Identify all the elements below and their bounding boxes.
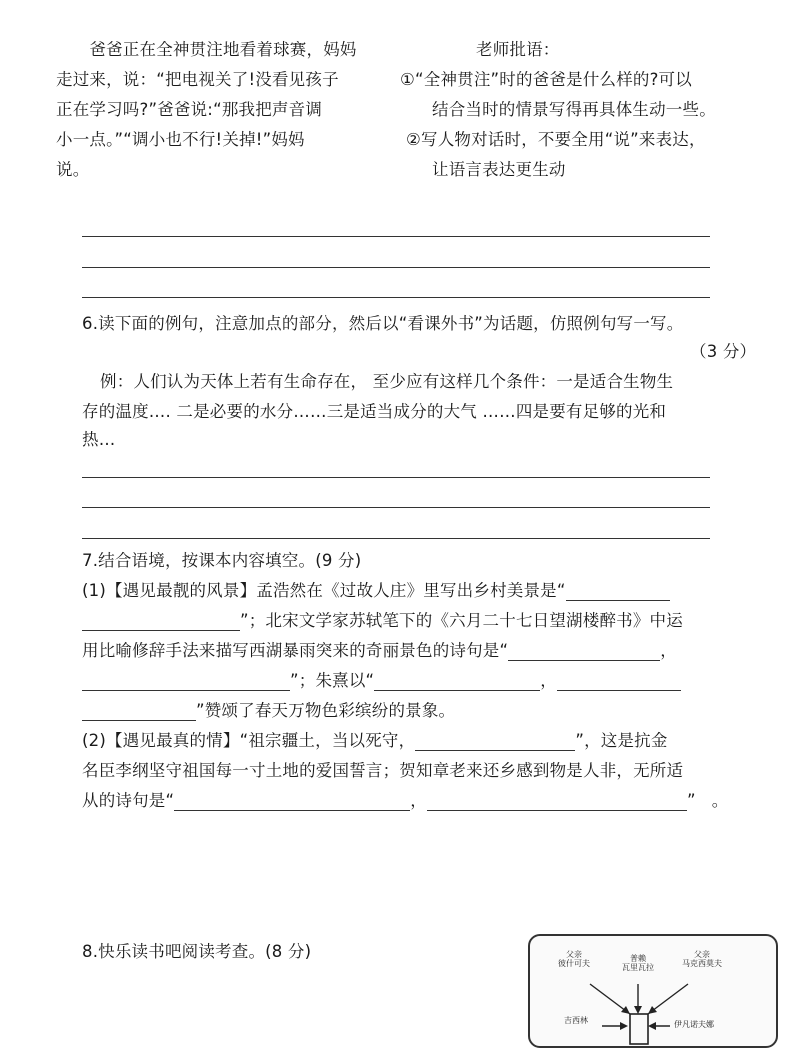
q7-line: 名臣李纲坚守祖国每一寸土地的爱国誓言；贺知章老来还乡感到物是人非，无所适: [82, 761, 684, 780]
teacher-comment-point: ①“全神贯注”时的爸爸是什么样的?可以: [400, 70, 692, 89]
q7-text: (1)【遇见最靓的风景】孟浩然在《过故人庄》里写出乡村美景是“: [82, 581, 566, 600]
q7-text: ”: [686, 791, 696, 810]
answer-line[interactable]: [82, 236, 710, 237]
fill-blank[interactable]: [82, 672, 290, 691]
fill-blank[interactable]: [427, 792, 687, 811]
fill-blank[interactable]: [82, 702, 196, 721]
q7-text: ，: [410, 791, 427, 810]
story-line: 说。: [56, 160, 90, 179]
q6-score: （3 分）: [690, 342, 757, 361]
q7-text: ，: [660, 641, 677, 660]
q7-line: [82, 581, 670, 601]
q6-title: 6.读下面的例句，注意加点的部分，然后以“看课外书”为话题，仿照例句写一写。: [82, 314, 684, 333]
q7-text: ，: [540, 671, 557, 690]
q6-example-line: 例：人们认为天体上若有生命存在， 至少应有这样几个条件：一是适合生物生: [100, 372, 674, 391]
figure-label: 伊凡诺夫娜: [674, 1020, 714, 1029]
q7-text: 。: [711, 791, 729, 810]
q7-text: ”；朱熹以“: [290, 671, 375, 690]
teacher-comment-point: ②写人物对话时，不要全用“说”来表达，: [406, 130, 706, 149]
q7-text: 用比喻修辞手法来描写西湖暴雨突来的奇丽景色的诗句是“: [82, 641, 509, 660]
story-line: 爸爸正在全神贯注地看着球赛，妈妈: [56, 40, 357, 59]
figure-label: 父亲 彼什可夫: [558, 950, 590, 968]
q7-line: [82, 671, 681, 691]
teacher-comment-point: 结合当时的情景写得再具体生动一些。: [432, 100, 716, 119]
q7-title: 7.结合语境，按课本内容填空。(9 分): [82, 551, 362, 570]
fill-blank[interactable]: [415, 732, 575, 751]
arrowhead: [648, 1022, 656, 1030]
arrowhead: [621, 1006, 630, 1014]
q7-line: [82, 641, 677, 661]
fill-blank[interactable]: [174, 792, 410, 811]
q7-line: [82, 791, 728, 811]
q6-example-line: 热…: [82, 430, 116, 449]
center-box: [630, 1014, 648, 1044]
figure-label: 吉西林: [564, 1016, 588, 1025]
story-line: 小一点。”“调小也不行!关掉!”妈妈: [56, 130, 305, 149]
story-line: 正在学习吗?”爸爸说:“那我把声音调: [56, 100, 323, 119]
arrowhead: [648, 1006, 657, 1014]
fill-blank[interactable]: [566, 582, 670, 601]
q7-line: [82, 611, 683, 631]
q7-text: ”，这是抗金: [575, 731, 668, 750]
q7-text: (2)【遇见最真的情】“祖宗疆土，当以死守，: [82, 731, 416, 750]
answer-line[interactable]: [82, 267, 710, 268]
q7-text: 从的诗句是“: [82, 791, 175, 810]
q7-line: [82, 731, 668, 751]
answer-line[interactable]: [82, 538, 710, 539]
character-relationship-figure: [528, 934, 778, 1048]
story-line: 走过来，说：“把电视关了!没看见孩子: [56, 70, 339, 89]
figure-label: 父亲 马克西莫夫: [682, 950, 722, 968]
fill-blank[interactable]: [508, 642, 660, 661]
teacher-comment-point: 让语言表达更生动: [432, 160, 566, 179]
answer-line[interactable]: [82, 297, 710, 298]
q7-text: ”；北宋文学家苏轼笔下的《六月二十七日望湖楼醉书》中运: [240, 611, 683, 630]
q6-example-line: 存的温度…. 二是必要的水分……三是适当成分的大气 ……四是要有足够的光和: [82, 402, 667, 421]
figure-label: 普赖 瓦里瓦拉: [622, 954, 654, 972]
arrowhead: [634, 1006, 642, 1014]
fill-blank[interactable]: [374, 672, 540, 691]
teacher-comment-title: 老师批语：: [476, 40, 560, 59]
fill-blank[interactable]: [557, 672, 681, 691]
arrowhead: [620, 1022, 628, 1030]
answer-line[interactable]: [82, 507, 710, 508]
q8-title: 8.快乐读书吧阅读考查。(8 分): [82, 942, 312, 961]
q7-line: [82, 701, 455, 721]
answer-line[interactable]: [82, 477, 710, 478]
fill-blank[interactable]: [82, 612, 240, 631]
q7-text: ”赞颂了春天万物色彩缤纷的景象。: [196, 701, 456, 720]
